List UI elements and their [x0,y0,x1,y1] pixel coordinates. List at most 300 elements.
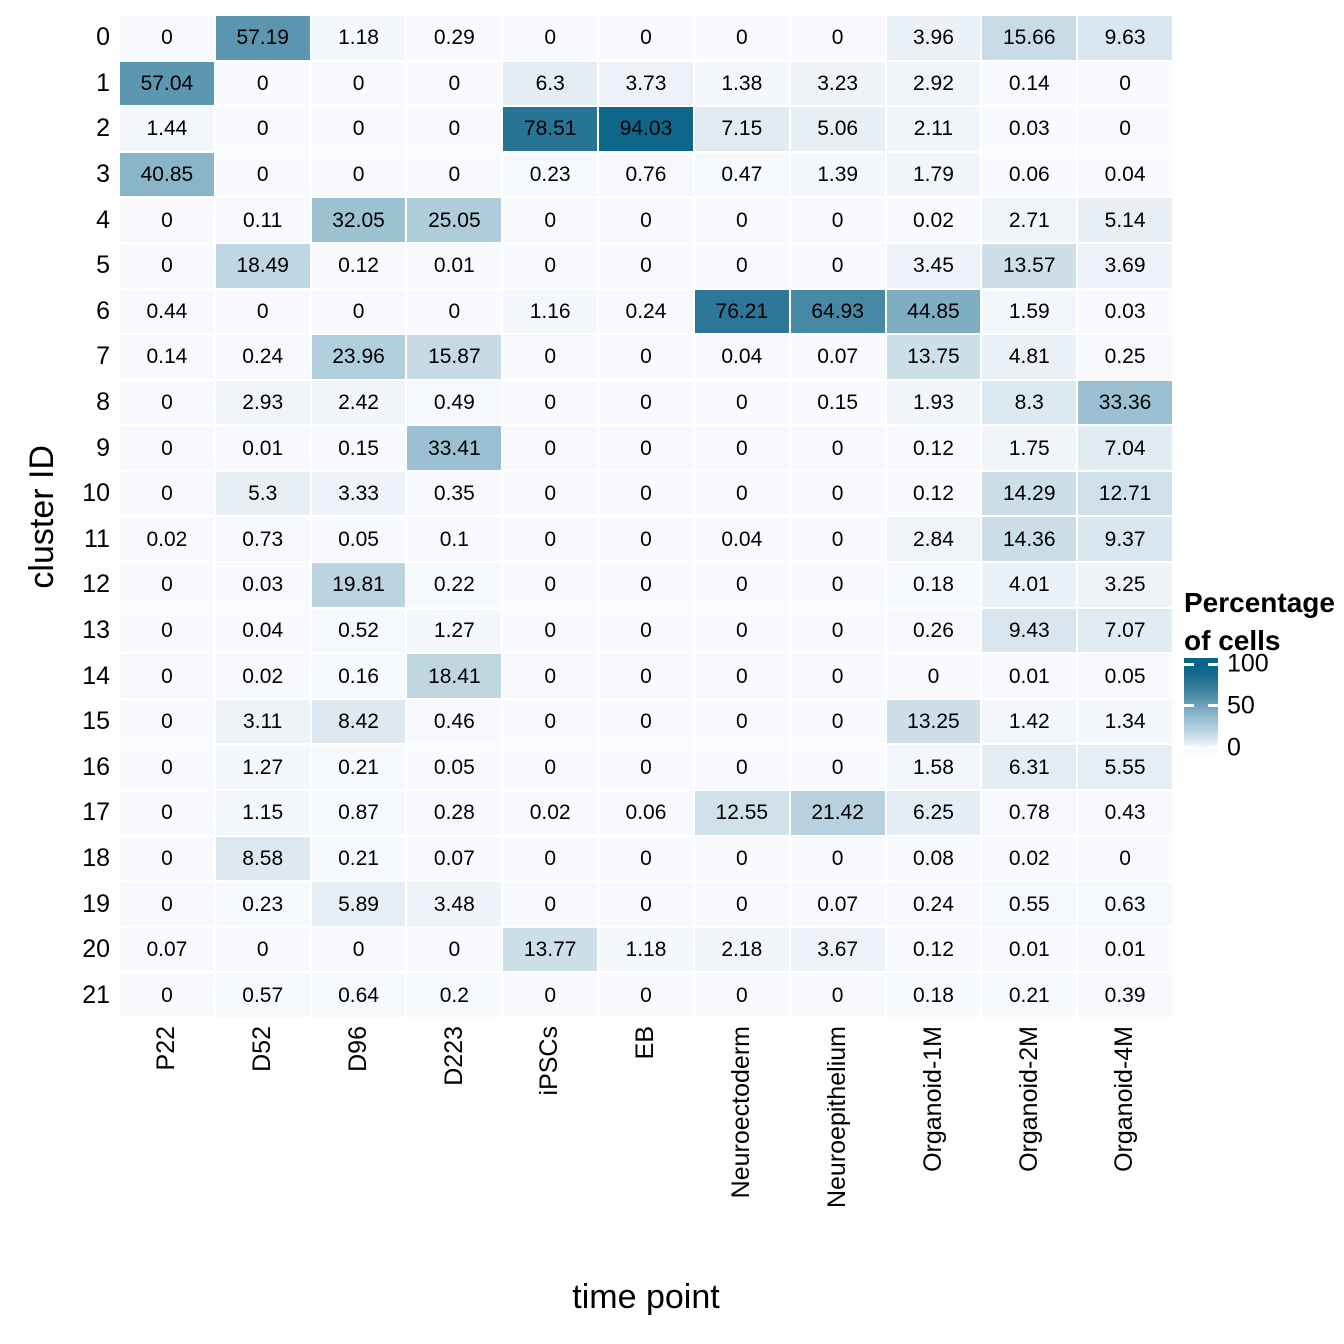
heatmap-cell: 0 [503,426,597,470]
heatmap-cell: 0.02 [216,654,310,698]
heatmap-cell: 0 [599,335,693,379]
x-axis-tick-label-slot [312,1026,406,1276]
heatmap-cell: 0.05 [312,517,406,561]
heatmap-cell: 0 [503,882,597,926]
y-axis-tick-label: 3 [96,160,110,189]
y-axis-tick-label: 18 [82,843,110,872]
heatmap-cell: 3.25 [1078,563,1172,607]
heatmap-cell: 15.87 [407,335,501,379]
y-axis-tick-label: 17 [82,798,110,827]
heatmap-cell: 40.85 [120,153,214,197]
heatmap-cell: 0 [216,62,310,106]
heatmap-cell: 0 [120,563,214,607]
y-axis-tick-label: 6 [96,296,110,325]
heatmap-cell: 0 [120,381,214,425]
heatmap-cell: 3.67 [791,928,885,972]
heatmap-cell: 0.02 [887,198,981,242]
heatmap-cell: 57.19 [216,16,310,60]
x-axis-tick-label-slot [503,1026,597,1276]
x-axis-tick-label-slot [120,1026,214,1276]
y-axis-tick-label: 19 [82,889,110,918]
legend-title-line2: of cells [1184,625,1281,656]
x-axis-tick-label-slot [887,1026,981,1276]
heatmap-cell: 0 [599,198,693,242]
heatmap-cell: 0 [503,472,597,516]
heatmap-grid [120,16,1172,1017]
heatmap-cell: 0.78 [982,791,1076,835]
heatmap-cell: 0 [791,654,885,698]
heatmap-cell: 0 [216,153,310,197]
heatmap-cell: 0.02 [982,837,1076,881]
heatmap-cell: 0.63 [1078,882,1172,926]
heatmap-cell: 32.05 [312,198,406,242]
heatmap-cell: 0 [503,973,597,1017]
heatmap-cell: 19.81 [312,563,406,607]
heatmap-cell: 0.25 [1078,335,1172,379]
heatmap-cell: 0 [120,244,214,288]
x-axis-title: time point [572,1278,720,1316]
y-axis-tick-label: 4 [96,205,110,234]
heatmap-cell: 0.46 [407,700,501,744]
heatmap-cell: 0.57 [216,973,310,1017]
heatmap-cell: 0 [599,609,693,653]
heatmap-cell: 13.25 [887,700,981,744]
heatmap-cell: 14.29 [982,472,1076,516]
heatmap-cell: 0.16 [312,654,406,698]
heatmap-cell: 0 [503,335,597,379]
x-axis-tick-label: iPSCs [535,1026,564,1096]
y-axis-tick-label: 7 [96,342,110,371]
heatmap-cell: 0 [599,472,693,516]
heatmap-cell: 0.15 [312,426,406,470]
y-axis-tick-label: 16 [82,752,110,781]
heatmap-cell: 18.41 [407,654,501,698]
heatmap-cell: 9.37 [1078,517,1172,561]
heatmap-cell: 0 [791,198,885,242]
x-axis-tick-label-slot [599,1026,693,1276]
legend-tick-label: 100 [1227,649,1269,678]
heatmap-cell: 0.55 [982,882,1076,926]
heatmap-cell: 2.11 [887,107,981,151]
heatmap-cell: 33.41 [407,426,501,470]
y-axis-tick-label: 0 [96,23,110,52]
y-axis-tick-label: 11 [84,524,110,553]
y-axis-tick-label: 2 [96,114,110,143]
y-axis-tick-label: 13 [82,615,110,644]
heatmap-cell: 0.87 [312,791,406,835]
heatmap-cell: 5.89 [312,882,406,926]
heatmap-cell: 8.3 [982,381,1076,425]
heatmap-cell: 0 [695,837,789,881]
heatmap-cell: 0 [503,198,597,242]
heatmap-cell: 0.04 [216,609,310,653]
legend-tick [1184,746,1194,749]
heatmap-cell: 0 [216,290,310,334]
y-axis-tick-label: 8 [96,388,110,417]
heatmap-cell: 0 [312,62,406,106]
heatmap-cell: 8.58 [216,837,310,881]
heatmap-cell: 0.12 [887,472,981,516]
heatmap-cell: 1.18 [599,928,693,972]
heatmap-cell: 0 [120,791,214,835]
heatmap-cell: 14.36 [982,517,1076,561]
heatmap-cell: 0 [695,700,789,744]
heatmap-cell: 0 [120,700,214,744]
heatmap-cell: 0 [407,153,501,197]
heatmap-cell: 7.15 [695,107,789,151]
heatmap-cell: 1.27 [216,745,310,789]
heatmap-cell: 0.11 [216,198,310,242]
heatmap-cell: 0 [791,517,885,561]
heatmap-cell: 21.42 [791,791,885,835]
heatmap-cell: 0 [312,928,406,972]
heatmap-cell: 94.03 [599,107,693,151]
heatmap-cell: 0 [791,837,885,881]
heatmap-cell: 1.16 [503,290,597,334]
heatmap-cell: 0 [599,700,693,744]
heatmap-cell: 0.04 [1078,153,1172,197]
x-axis-tick-label: D96 [343,1026,372,1072]
heatmap-cell: 0 [503,517,597,561]
heatmap-cell: 0 [695,563,789,607]
heatmap-cell: 0 [503,745,597,789]
x-axis-tick-label: Organoid-2M [1014,1026,1043,1172]
heatmap-cell: 0.01 [407,244,501,288]
heatmap-cell: 0 [695,16,789,60]
heatmap-cell: 0 [599,882,693,926]
heatmap-cell: 0.39 [1078,973,1172,1017]
heatmap-cell: 0.21 [982,973,1076,1017]
heatmap-cell: 0 [791,609,885,653]
heatmap-cell: 0.52 [312,609,406,653]
heatmap-cell: 0.49 [407,381,501,425]
x-axis-tick-label: D223 [439,1026,468,1086]
heatmap-cell: 0 [599,745,693,789]
heatmap-cell: 3.33 [312,472,406,516]
heatmap-cell: 0.07 [120,928,214,972]
heatmap-cell: 0 [407,290,501,334]
heatmap-cell: 1.93 [887,381,981,425]
heatmap-cell: 18.49 [216,244,310,288]
heatmap-cell: 3.96 [887,16,981,60]
heatmap-cell: 0.1 [407,517,501,561]
heatmap-cell: 0 [407,107,501,151]
heatmap-cell: 0.01 [216,426,310,470]
heatmap-cell: 12.55 [695,791,789,835]
heatmap-cell: 0 [312,290,406,334]
heatmap-cell: 0 [503,381,597,425]
heatmap-cell: 0.03 [216,563,310,607]
heatmap-cell: 13.75 [887,335,981,379]
heatmap-cell: 57.04 [120,62,214,106]
heatmap-cell: 0 [1078,107,1172,151]
heatmap-cell: 0 [120,609,214,653]
x-axis-tick-label: Organoid-4M [1110,1026,1139,1172]
heatmap-cell: 0 [312,153,406,197]
x-axis-labels [120,1026,1172,1276]
heatmap-cell: 0 [503,837,597,881]
heatmap-cell: 0 [503,563,597,607]
heatmap-cell: 0 [1078,62,1172,106]
heatmap-cell: 0 [695,745,789,789]
y-axis-tick-label: 5 [96,251,110,280]
y-axis-tick-label: 1 [96,68,110,97]
heatmap-cell: 2.18 [695,928,789,972]
heatmap-cell: 0.28 [407,791,501,835]
heatmap-cell: 0 [503,700,597,744]
heatmap-cell: 1.38 [695,62,789,106]
heatmap-cell: 0 [791,745,885,789]
legend-title-line1: Percentage [1184,587,1335,618]
y-axis-title: cluster ID [23,444,61,589]
heatmap-cell: 0 [216,107,310,151]
legend-tick [1208,746,1218,749]
heatmap-cell: 0 [503,654,597,698]
heatmap-cell: 0.21 [312,837,406,881]
heatmap-cell: 0 [599,837,693,881]
heatmap-cell: 3.48 [407,882,501,926]
heatmap-cell: 6.25 [887,791,981,835]
heatmap-cell: 0 [599,517,693,561]
y-axis-tick-label: 12 [82,570,110,599]
x-axis-tick-label: EB [631,1026,660,1060]
heatmap-cell: 3.11 [216,700,310,744]
heatmap-cell: 0 [599,654,693,698]
heatmap-cell: 1.39 [791,153,885,197]
heatmap-cell: 5.06 [791,107,885,151]
heatmap-cell: 0.21 [312,745,406,789]
heatmap-cell: 0 [695,426,789,470]
heatmap-cell: 6.31 [982,745,1076,789]
heatmap-cell: 0.01 [1078,928,1172,972]
heatmap-cell: 0 [1078,837,1172,881]
heatmap-cell: 3.23 [791,62,885,106]
heatmap-cell: 0 [695,973,789,1017]
legend-tick [1208,704,1218,707]
heatmap-cell: 0 [695,244,789,288]
heatmap-cell: 0 [695,882,789,926]
heatmap-cell: 0.01 [982,654,1076,698]
heatmap-cell: 0.06 [599,791,693,835]
heatmap-cell: 0.14 [982,62,1076,106]
heatmap-cell: 0.47 [695,153,789,197]
heatmap-cell: 0 [887,654,981,698]
heatmap-cell: 0.23 [216,882,310,926]
heatmap-cell: 0.24 [887,882,981,926]
x-axis-tick-label: Neuroectoderm [727,1026,756,1199]
heatmap-cell: 0.03 [1078,290,1172,334]
heatmap-cell: 1.44 [120,107,214,151]
x-axis-tick-label: P22 [152,1026,181,1071]
heatmap-cell: 0 [120,837,214,881]
heatmap-cell: 0.03 [982,107,1076,151]
heatmap-cell: 76.21 [695,290,789,334]
heatmap-cell: 0 [120,16,214,60]
heatmap-cell: 0.14 [120,335,214,379]
heatmap-cell: 0.06 [982,153,1076,197]
y-axis-tick-label: 10 [82,479,110,508]
heatmap-cell: 1.27 [407,609,501,653]
heatmap-cell: 1.15 [216,791,310,835]
heatmap-cell: 0 [503,244,597,288]
heatmap-cell: 7.04 [1078,426,1172,470]
heatmap-cell: 0.24 [216,335,310,379]
x-axis-tick-label: Neuroepithelium [822,1026,851,1209]
heatmap-cell: 0.44 [120,290,214,334]
heatmap-cell: 9.43 [982,609,1076,653]
heatmap-cell: 0 [120,472,214,516]
heatmap-cell: 0.12 [312,244,406,288]
heatmap-cell: 0.04 [695,335,789,379]
heatmap-cell: 0 [791,426,885,470]
heatmap-cell: 0 [503,609,597,653]
x-axis-tick-label: D52 [247,1026,276,1072]
heatmap-cell: 0 [599,381,693,425]
heatmap-cell: 0.26 [887,609,981,653]
heatmap-cell: 0.07 [791,335,885,379]
heatmap-cell: 0.07 [791,882,885,926]
heatmap-cell: 23.96 [312,335,406,379]
heatmap-cell: 0 [599,244,693,288]
heatmap-cell: 0.23 [503,153,597,197]
heatmap-cell: 1.18 [312,16,406,60]
heatmap-cell: 0.22 [407,563,501,607]
heatmap-cell: 0 [695,609,789,653]
heatmap-cell: 0 [216,928,310,972]
heatmap-cell: 0 [791,563,885,607]
legend-tick-label: 50 [1227,691,1255,720]
heatmap-cell: 0.08 [887,837,981,881]
heatmap-cell: 25.05 [407,198,501,242]
heatmap-cell: 0 [791,16,885,60]
heatmap-cell: 33.36 [1078,381,1172,425]
heatmap-cell: 0 [120,426,214,470]
y-axis-tick-label: 14 [82,661,110,690]
x-axis-tick-label-slot [216,1026,310,1276]
heatmap-cell: 1.79 [887,153,981,197]
heatmap-cell: 0.05 [407,745,501,789]
heatmap-cell: 0 [599,563,693,607]
heatmap-cell: 0 [120,882,214,926]
y-axis-tick-label: 15 [82,707,110,736]
heatmap-cell: 0 [120,745,214,789]
y-axis-tick-label: 21 [82,980,110,1009]
heatmap-cell: 0.02 [503,791,597,835]
heatmap-cell: 0 [791,973,885,1017]
heatmap-cell: 78.51 [503,107,597,151]
heatmap-cell: 6.3 [503,62,597,106]
heatmap-cell: 0 [791,244,885,288]
heatmap-cell: 0 [407,62,501,106]
heatmap-cell: 12.71 [1078,472,1172,516]
heatmap-cell: 0.64 [312,973,406,1017]
heatmap-cell: 7.07 [1078,609,1172,653]
heatmap-cell: 0.76 [599,153,693,197]
heatmap-cell: 0 [407,928,501,972]
heatmap-cell: 0.29 [407,16,501,60]
heatmap-cell: 0.02 [120,517,214,561]
heatmap-cell: 0 [120,654,214,698]
heatmap-cell: 0 [599,16,693,60]
legend-tick [1208,663,1218,666]
heatmap-cell: 15.66 [982,16,1076,60]
heatmap-cell: 0 [599,973,693,1017]
heatmap-cell: 0 [695,472,789,516]
heatmap-cell: 1.42 [982,700,1076,744]
x-axis-tick-label: Organoid-1M [918,1026,947,1172]
heatmap-cell: 8.42 [312,700,406,744]
legend-tick [1184,663,1194,666]
x-axis-tick-label-slot [982,1026,1076,1276]
heatmap-cell: 0.12 [887,426,981,470]
heatmap-cell: 0.05 [1078,654,1172,698]
heatmap-cell: 5.55 [1078,745,1172,789]
x-axis-tick-label-slot [791,1026,885,1276]
x-axis-tick-label-slot [407,1026,501,1276]
heatmap-cell: 0 [791,472,885,516]
heatmap-cell: 0 [120,198,214,242]
heatmap-cell: 2.93 [216,381,310,425]
heatmap-cell: 3.45 [887,244,981,288]
heatmap-cell: 4.81 [982,335,1076,379]
heatmap-cell: 0 [312,107,406,151]
heatmap-cell: 0.12 [887,928,981,972]
heatmap-cell: 13.57 [982,244,1076,288]
heatmap-cell: 2.42 [312,381,406,425]
heatmap-cell: 0 [599,426,693,470]
heatmap-cell: 5.3 [216,472,310,516]
heatmap-cell: 3.69 [1078,244,1172,288]
heatmap-cell: 2.71 [982,198,1076,242]
heatmap-cell: 0.18 [887,973,981,1017]
x-axis-tick-label-slot [1078,1026,1172,1276]
heatmap-cell: 0 [120,973,214,1017]
y-axis-tick-label: 9 [96,433,110,462]
heatmap-cell: 1.59 [982,290,1076,334]
heatmap-cell: 0.43 [1078,791,1172,835]
heatmap-cell: 1.34 [1078,700,1172,744]
heatmap-cell: 13.77 [503,928,597,972]
legend-tick-label: 0 [1227,733,1241,762]
heatmap-cell: 5.14 [1078,198,1172,242]
heatmap-cell: 0.15 [791,381,885,425]
heatmap-cell: 1.58 [887,745,981,789]
heatmap-cell: 0.73 [216,517,310,561]
heatmap-cell: 0.04 [695,517,789,561]
heatmap-cell: 2.84 [887,517,981,561]
heatmap-cell: 64.93 [791,290,885,334]
heatmap-cell: 9.63 [1078,16,1172,60]
heatmap-cell: 0 [791,700,885,744]
heatmap-cell: 0 [695,654,789,698]
heatmap-cell: 0 [695,381,789,425]
heatmap-cell: 44.85 [887,290,981,334]
y-axis-tick-label: 20 [82,935,110,964]
heatmap-cell: 0.07 [407,837,501,881]
heatmap-cell: 3.73 [599,62,693,106]
heatmap-cell: 0 [503,16,597,60]
y-axis-labels [36,16,110,1017]
heatmap-cell: 0.2 [407,973,501,1017]
heatmap-cell: 0 [695,198,789,242]
heatmap-cell: 2.92 [887,62,981,106]
x-axis-tick-label-slot [695,1026,789,1276]
heatmap-cell: 0.01 [982,928,1076,972]
heatmap-cell: 0.35 [407,472,501,516]
heatmap-cell: 1.75 [982,426,1076,470]
heatmap-cell: 0.18 [887,563,981,607]
heatmap-cell: 0.24 [599,290,693,334]
